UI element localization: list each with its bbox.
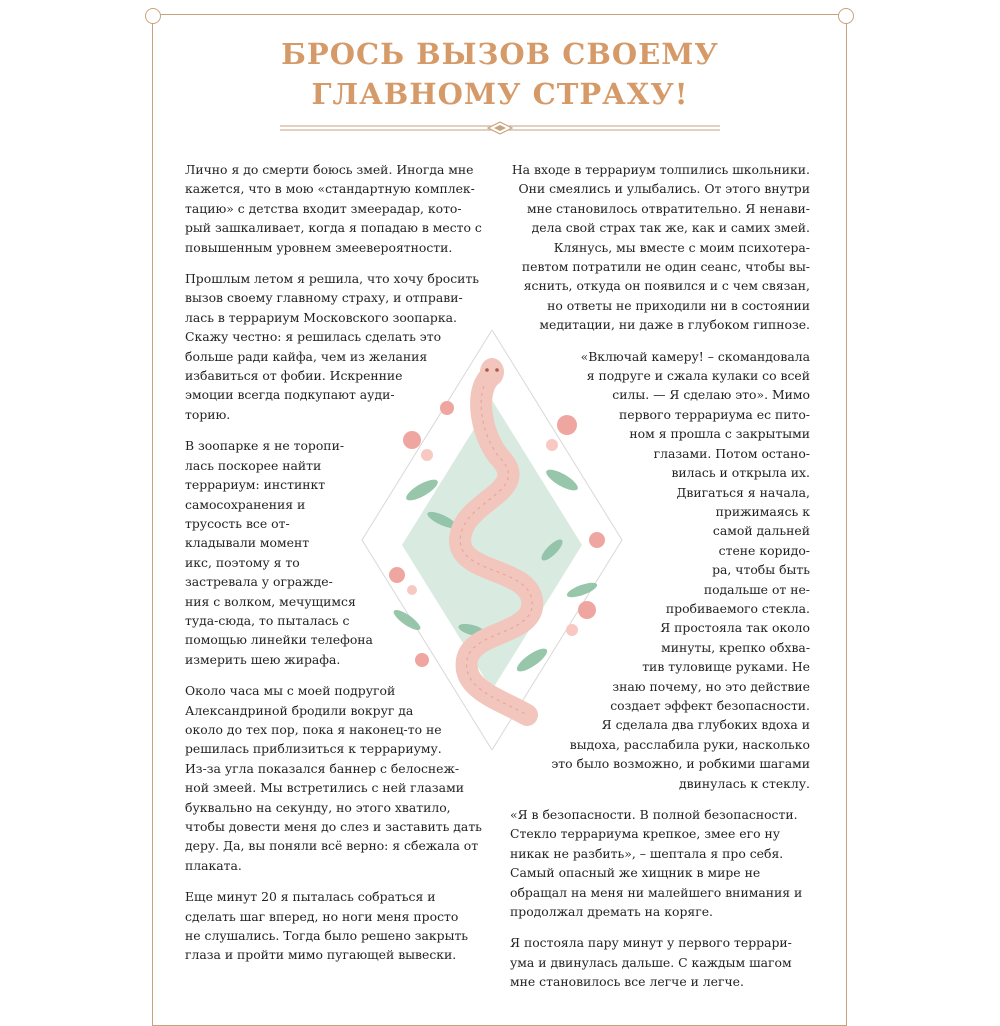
page-title	[0, 34, 1000, 114]
paragraph: Прошлым летом я решила, что хочу бросить вызов своему главному страху, и отправи- лась в террариум Московского зоопарка. Скажу честно: я решилась сделать это больше ради кайфа, чем из желания избавиться от фобии. Искренние эмоции всегда подкупают ауди- торию.	[185, 271, 480, 422]
paragraph: Лично я до смерти боюсь змей. Иногда мне кажется, что в мою «стандартную комплек- тацию» с детства входит змеерадар, кото- рый зашкаливает, когда я попадаю в место с повышенным уровнем змеевероятности.	[185, 162, 482, 255]
paragraph: «Включай камеру! – скомандовала я подруге и сжала кулаки со всей силы. — Я сделаю это». Мимо первого террариума ес пито- ном я прошла с закрытыми глазами. Потом остано- вилась и открыла их. Двигаться я начала, прижимаясь к самой дальней стене коридо- ра, чтобы быть подальше от не- пробиваемого стекла. Я простояла так около минуты, крепко обхва- тив туловище руками. Не знаю почему, но это действие создает эффект безопасности. Я сделала два глубоких вдоха и выдоха, расслабила руки, насколько это было возможно, и робкими шагами двинулась к стеклу.	[551, 348, 810, 791]
right-text-column	[510, 160, 810, 1004]
left-text-column	[185, 160, 505, 977]
paragraph: На входе в террариум толпились школьники. Они смеялись и улыбались. От этого внутри мне становилось отвратительно. Я ненави- дела свой страх так же, как и самих змей. Клянусь, мы вместе с моим психотера- певтом потратили не один сеанс, чтобы вы- яснить, откуда он появился и с чем связан, но ответы не приходили ни в состоянии медитации, ни даже в глубоком гипнозе.	[511, 162, 810, 333]
title-divider	[280, 121, 720, 135]
title-line-2: ГЛАВНОМУ СТРАХУ!	[311, 77, 689, 111]
frame-corner-right-ornament	[838, 8, 854, 24]
paragraph: Около часа мы с моей подругой Александриной бродили вокруг да около до тех пор, пока я наконец-то не решилась приблизиться к террариуму. Из-за угла показался баннер с белоснеж- ной змеей. Мы встретились с ней глазами буквально на секунду, но этого хватило, чтобы довести меня до слез и заставить дать деру. Да, вы поняли всё верно: я сбежала от плаката.	[185, 683, 482, 873]
paragraph: Я постояла пару минут у первого террари- ума и двинулась дальше. С каждым шагом мне становилось все легче и легче.	[510, 935, 792, 990]
paragraph: В зоопарке я не торопи- лась поскорее найти террариум: инстинкт самосохранения и трусость все от- кладывали момент икс, поэтому я то застревала у огражде- ния с волком, мечущимся туда-сюда, то пыталась с помощью линейки телефона измерить шею жирафа.	[185, 438, 373, 667]
paragraph: «Я в безопасности. В полной безопасности. Стекло террариума крепкое, змее его ну никак не разбить», – шептала я про себя. Самый опасный же хищник в мире не обращал на меня ни малейшего внимания и продолжал дремать на коряге.	[510, 807, 803, 920]
frame-corner-left-ornament	[145, 8, 161, 24]
title-line-1: БРОСЬ ВЫЗОВ СВОЕМУ	[281, 37, 719, 71]
paragraph: Еще минут 20 я пыталась собраться и сделать шаг вперед, но ноги меня просто не слушались. Тогда было решено закрыть глаза и пройти мимо пугающей вывески.	[185, 889, 469, 963]
